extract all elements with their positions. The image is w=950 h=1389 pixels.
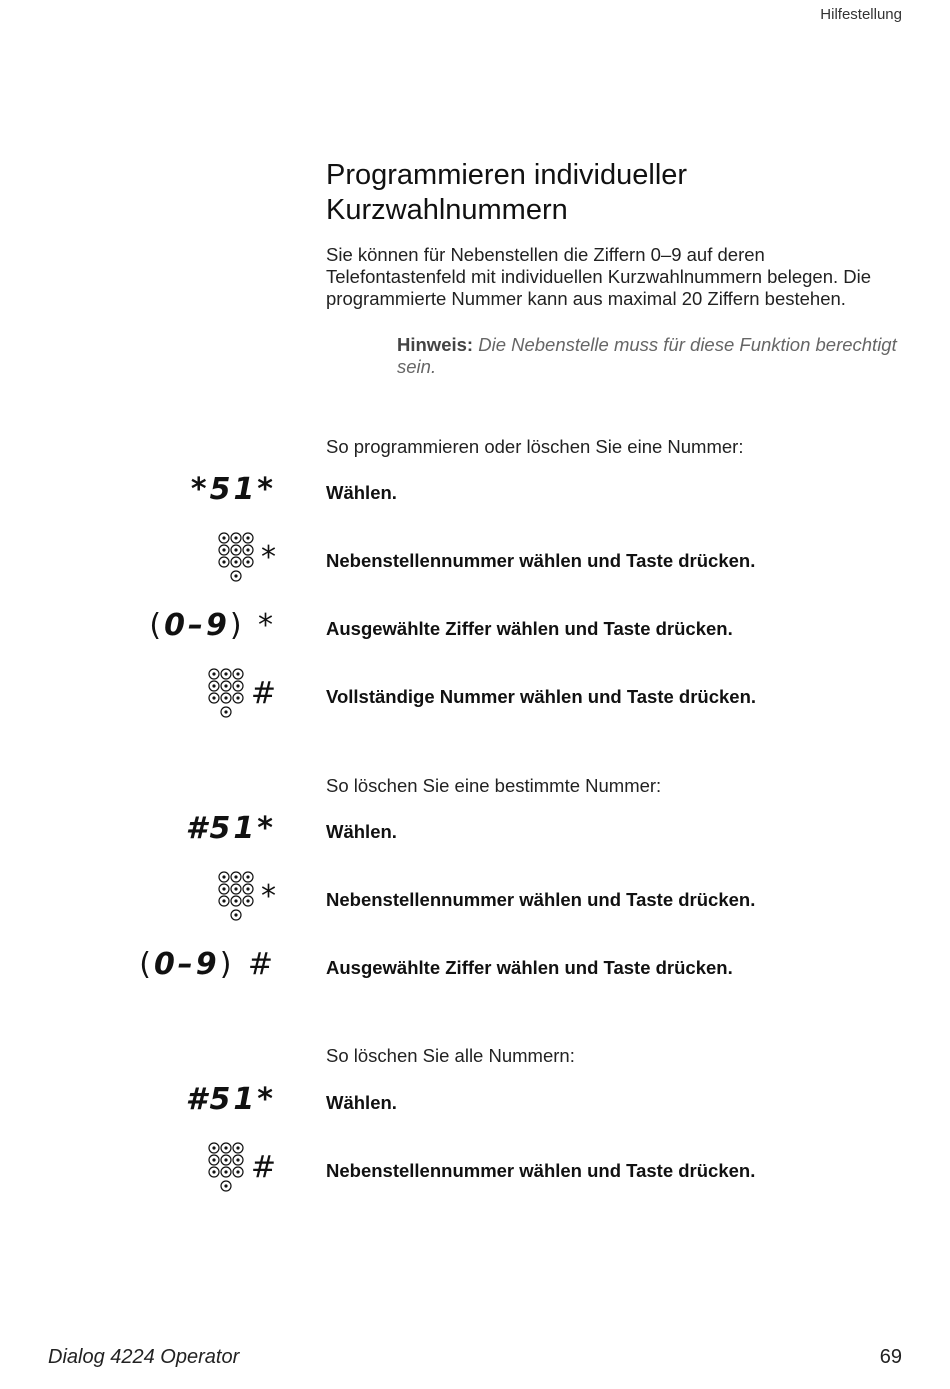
- keypad-step: [217, 532, 276, 584]
- section-intro: So programmieren oder löschen Sie eine Nummer:: [326, 436, 744, 457]
- keypad-step: [217, 871, 276, 923]
- hash-key-icon: #: [250, 1150, 276, 1185]
- dial-code: *51*: [190, 472, 276, 507]
- hash-key-icon: #: [250, 676, 276, 711]
- keypad-icon: [217, 532, 255, 584]
- page-number: 69: [879, 1346, 902, 1368]
- step-text: Wählen.: [326, 821, 397, 842]
- keypad-icon: [217, 871, 255, 923]
- step-text: Nebenstellennummer wählen und Taste drücken.: [326, 1160, 756, 1181]
- keypad-step: [207, 668, 276, 720]
- step-text: Ausgewählte Ziffer wählen und Taste drücken.: [326, 618, 733, 639]
- section-intro: So löschen Sie alle Nummern:: [326, 1045, 575, 1066]
- step-text: Nebenstellennummer wählen und Taste drücken.: [326, 550, 756, 571]
- page-title: Programmieren individueller Kurzwahlnummern: [326, 159, 688, 226]
- footer-product: Dialog 4224 Operator: [48, 1346, 240, 1368]
- digit-range: 0–9: [153, 947, 220, 982]
- dial-code: (0–9) #: [139, 947, 276, 982]
- keypad-step: [207, 1142, 276, 1194]
- note-label: Hinweis:: [397, 334, 474, 355]
- step-text: Wählen.: [326, 1092, 397, 1113]
- step-text: Ausgewählte Ziffer wählen und Taste drücken.: [326, 957, 733, 978]
- dial-code: #51*: [185, 1082, 276, 1117]
- star-key-icon: *: [261, 879, 276, 914]
- keypad-icon: [207, 668, 245, 720]
- step-text: Vollständige Nummer wählen und Taste drücken.: [326, 686, 757, 707]
- section-intro: So löschen Sie eine bestimmte Nummer:: [326, 775, 662, 796]
- star-key-icon: *: [261, 540, 276, 575]
- running-header: Hilfestellung: [820, 6, 902, 23]
- intro-paragraph: Sie können für Nebenstellen die Ziffern 0–9 auf deren Telefontastenfeld mit individuellen Kurzwahlnummern belegen. Die programmierte Nummer kann aus maximal 20 Ziffern bestehen.: [326, 244, 872, 309]
- star-key-icon: *: [258, 608, 276, 643]
- digit-range: 0–9: [164, 608, 230, 643]
- note-text: Die Nebenstelle muss für diese Funktion berechtigt sein.: [397, 334, 897, 377]
- step-text: Nebenstellennummer wählen und Taste drücken.: [326, 889, 756, 910]
- keypad-icon: [207, 1142, 245, 1194]
- dial-code: (0–9) *: [149, 608, 276, 643]
- dial-code: #51*: [185, 811, 276, 846]
- step-text: Wählen.: [326, 482, 397, 503]
- hash-key-icon: #: [247, 947, 276, 982]
- note: [397, 334, 907, 378]
